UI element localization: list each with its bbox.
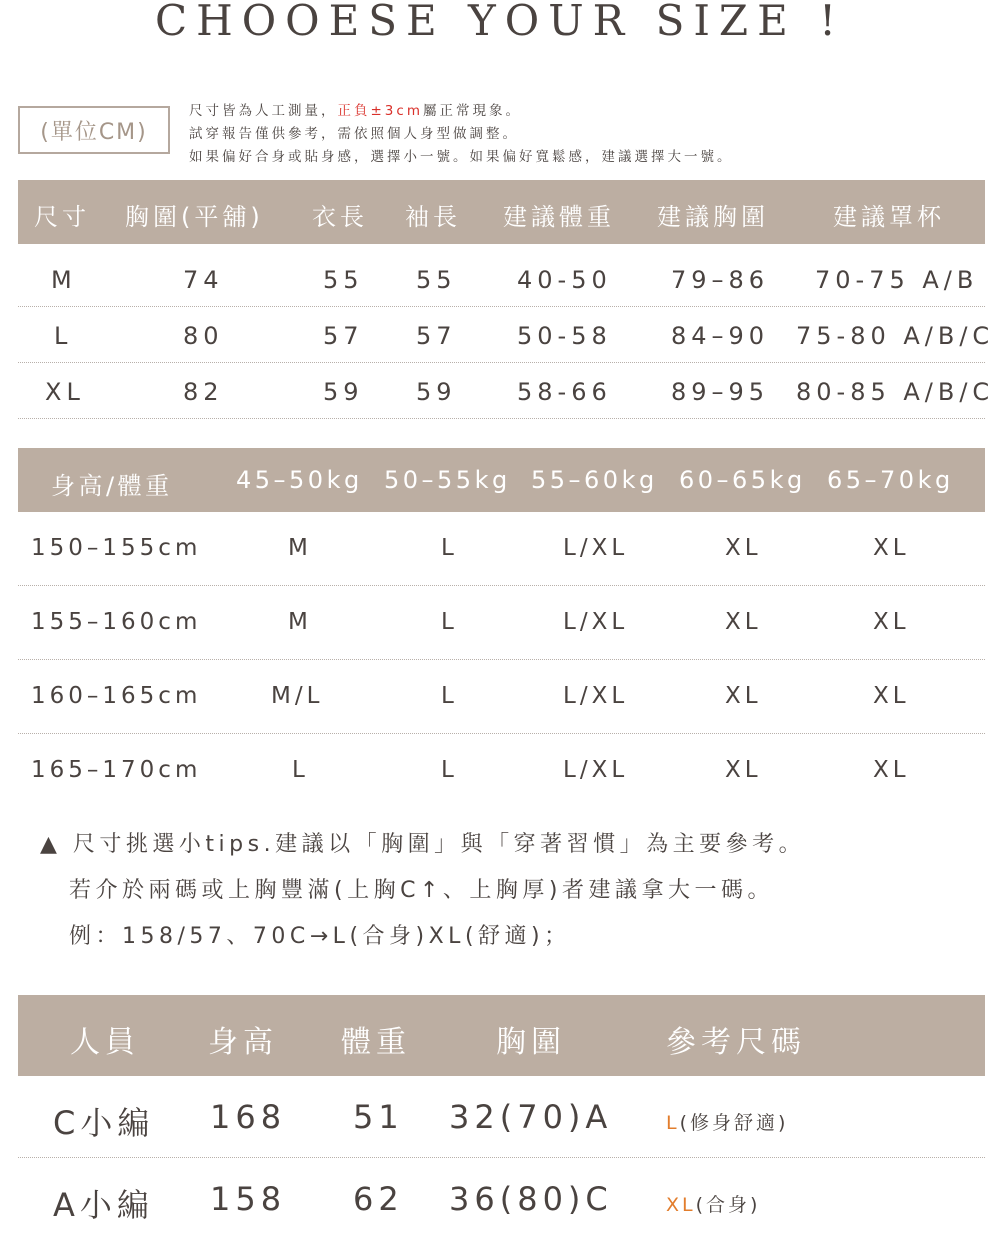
- cell-reference-size: [666, 1108, 788, 1135]
- header-size: 尺寸: [34, 203, 90, 231]
- cell-weight: 51: [353, 1098, 404, 1136]
- header-suggested-cup: 建議罩杯: [833, 203, 945, 231]
- cell-size: XL: [873, 609, 910, 635]
- cell-size: XL: [873, 535, 910, 561]
- size-tag: XL: [666, 1194, 696, 1216]
- tolerance-highlight: 正負±3cm: [337, 103, 423, 119]
- cell-size: L: [54, 322, 73, 350]
- cell-size: M: [51, 266, 77, 294]
- cell-size: L/XL: [563, 683, 629, 709]
- note-line-3: 如果偏好合身或貼身感，選擇小一號。如果偏好寬鬆感，建議選擇大一號。: [189, 149, 734, 165]
- table-row: [18, 660, 985, 734]
- cell-bust: 82: [183, 378, 224, 406]
- cell-bust: 32(70)A: [449, 1098, 613, 1136]
- header-weight-range: 65–70kg: [827, 466, 954, 494]
- cell-weight: 62: [353, 1180, 404, 1218]
- header-suggested-weight: 建議體重: [503, 203, 615, 231]
- header-bust-flat: 胸圍(平舖): [125, 203, 264, 231]
- header-reference-size: 參考尺碼: [666, 1025, 806, 1060]
- cell-size: L/XL: [563, 609, 629, 635]
- note-line-1-suffix: 屬正常現象。: [422, 103, 522, 119]
- header-weight-range: 45–50kg: [236, 466, 363, 494]
- table-row: [18, 512, 985, 586]
- cell-height: 150–155cm: [31, 535, 202, 561]
- cell-suggested-bust: 89–95: [671, 378, 770, 406]
- cell-reference-size: [666, 1190, 760, 1217]
- cell-size: M: [288, 609, 312, 635]
- page-title: CHOOESE YOUR SIZE !: [154, 0, 846, 45]
- cell-suggested-bust: 84–90: [671, 322, 770, 350]
- cell-size: XL: [45, 378, 85, 406]
- cell-height: 165–170cm: [31, 757, 202, 783]
- cell-weight: 40-50: [517, 266, 612, 294]
- header-suggested-bust: 建議胸圍: [657, 203, 769, 231]
- cell-bust: 80: [183, 322, 224, 350]
- header-weight: 體重: [341, 1025, 411, 1060]
- table-row: [18, 306, 995, 362]
- staff-table-header: [18, 995, 985, 1076]
- header-height-weight: 身高/體重: [51, 472, 173, 500]
- header-weight-range: 55–60kg: [531, 466, 658, 494]
- cell-length: 59: [323, 378, 364, 406]
- tips-line-1-text: 尺寸挑選小tips.建議以「胸圍」與「穿著習慣」為主要參考。: [72, 832, 806, 857]
- cell-bust: 74: [183, 266, 224, 294]
- note-line-1-text: 尺寸皆為人工測量，: [189, 103, 338, 119]
- cell-suggested-bust: 79–86: [671, 266, 770, 294]
- cell-size: L: [292, 757, 309, 783]
- cell-height: 168: [210, 1098, 287, 1136]
- size-tips: [40, 822, 980, 960]
- cell-sleeve: 55: [416, 266, 457, 294]
- cell-length: 57: [323, 322, 364, 350]
- cell-size: XL: [725, 609, 762, 635]
- header-bust: 胸圍: [496, 1025, 566, 1060]
- cell-weight: 50-58: [517, 322, 612, 350]
- table-row: [18, 1076, 985, 1160]
- table-row: [18, 586, 985, 660]
- cell-size: L/XL: [563, 535, 629, 561]
- height-weight-header: [18, 448, 985, 512]
- cell-size: M: [288, 535, 312, 561]
- cell-size: L: [441, 609, 458, 635]
- cell-staff-name: A小編: [53, 1186, 154, 1224]
- note-line-1: [189, 100, 889, 123]
- triangle-icon: ▲: [40, 832, 62, 857]
- cell-size: L: [441, 757, 458, 783]
- tips-line-1: [40, 822, 980, 868]
- unit-label: (單位CM): [18, 106, 170, 154]
- cell-size: L/XL: [563, 757, 629, 783]
- header-height: 身高: [208, 1025, 278, 1060]
- table-row: [18, 1158, 985, 1242]
- cell-sleeve: 57: [416, 322, 457, 350]
- note-line-2: 試穿報告僅供參考，需依照個人身型做調整。: [189, 126, 519, 142]
- cell-cup: 70-75 A/B: [815, 266, 979, 294]
- tips-line-2: 若介於兩碼或上胸豐滿(上胸C↑、上胸厚)者建議拿大一碼。: [69, 878, 774, 903]
- cell-cup: 80-85 A/B/C: [796, 378, 995, 406]
- measurement-notes: [189, 100, 889, 169]
- size-tag: L: [666, 1112, 680, 1134]
- header-sleeve: 袖長: [405, 203, 461, 231]
- cell-size: M/L: [271, 683, 324, 709]
- cell-size: XL: [873, 683, 910, 709]
- header-staff: 人員: [70, 1025, 140, 1060]
- cell-bust: 36(80)C: [449, 1180, 613, 1218]
- cell-cup: 75-80 A/B/C: [796, 322, 995, 350]
- table-row: [18, 362, 995, 418]
- cell-height: 155–160cm: [31, 609, 202, 635]
- table-row: [18, 734, 985, 808]
- cell-size: L: [441, 535, 458, 561]
- header-weight-range: 60–65kg: [679, 466, 806, 494]
- cell-size: XL: [725, 535, 762, 561]
- cell-sleeve: 59: [416, 378, 457, 406]
- cell-size: L: [441, 683, 458, 709]
- cell-height: 158: [210, 1180, 287, 1218]
- fit-note: (修身舒適): [679, 1112, 789, 1134]
- cell-size: XL: [725, 683, 762, 709]
- fit-note: (合身): [695, 1194, 761, 1216]
- cell-staff-name: C小編: [53, 1104, 155, 1142]
- cell-length: 55: [323, 266, 364, 294]
- cell-weight: 58-66: [517, 378, 612, 406]
- header-length: 衣長: [312, 203, 368, 231]
- header-weight-range: 50–55kg: [384, 466, 511, 494]
- cell-size: XL: [873, 757, 910, 783]
- row-divider: [18, 418, 985, 419]
- cell-height: 160–165cm: [31, 683, 202, 709]
- table-row: [18, 250, 985, 306]
- tips-line-3: 例：158/57、70C→L(合身)XL(舒適)；: [69, 924, 571, 949]
- cell-size: XL: [725, 757, 762, 783]
- size-table-header: [18, 180, 985, 244]
